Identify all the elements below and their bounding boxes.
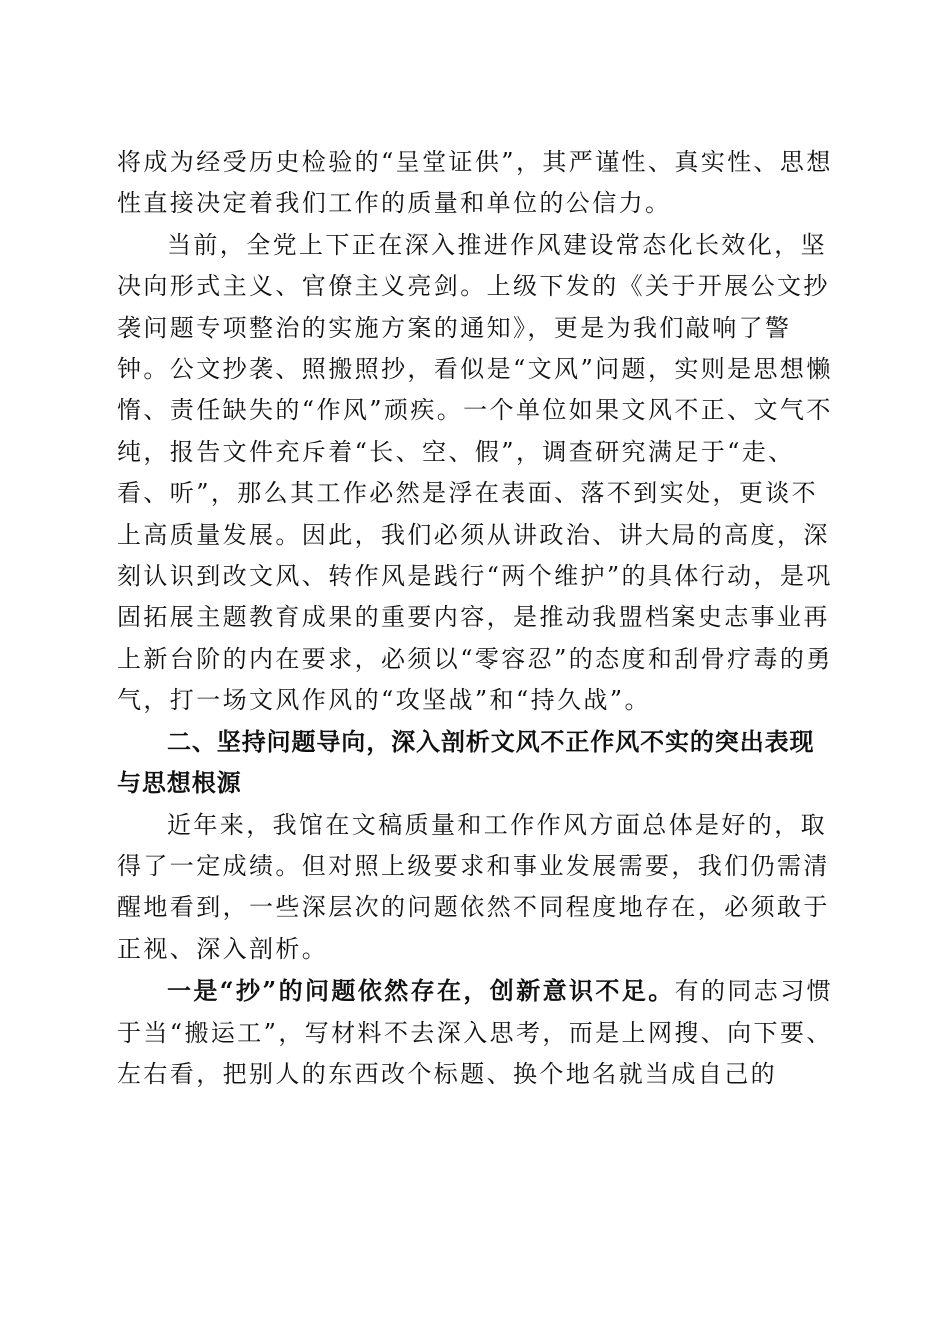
paragraph-body-text: 有的同志习惯于当“搬运工”，写材料不去深入思考，而是上网搜、向下要、左右看，把别人的东西改个标题、换个地名就当成自己的 <box>117 977 834 1088</box>
paragraph-continuation: 将成为经受历史检验的“呈堂证供”，其严谨性、真实性、思想性直接决定着我们工作的质量和单位的公信力。 <box>117 148 833 218</box>
section-heading-2: 二、坚持问题导向，深入剖析文风不正作风不实的突出表现与思想根源 <box>117 727 815 798</box>
paragraph-first-issue <box>117 970 837 1095</box>
document-body <box>117 142 837 1095</box>
paragraph-current-situation: 当前，全党上下正在深入推进作风建设常态化长效化，坚决向形式主义、官僚主义亮剑。上级下发的《关于开展公文抄袭问题专项整治的实施方案的通知》，更是为我们敲响了警钟。公文抄袭、照搬照抄，看似是“文风”问题，实则是思想懒惰、责任缺失的“作风”顽疾。一个单位如果文风不正、文气不纯，报告文件充斥着“长、空、假”，调查研究满足于“走、看、听”，那么其工作必然是浮在表面、落不到实处，更谈不上高质量发展。因此，我们必须从讲政治、讲大局的高度，深刻认识到改文风、转作风是践行“两个维护”的具体行动，是巩固拓展主题教育成果的重要内容，是推动我盟档案史志事业再上新台阶的内在要求，必须以“零容忍”的态度和刮骨疗毒的勇气，打一场文风作风的“攻坚战”和“持久战”。 <box>117 230 833 715</box>
paragraph-lead-sentence: 一是“抄”的问题依然存在，创新意识不足。 <box>167 976 675 1006</box>
paragraph-recent-years: 近年来，我馆在文稿质量和工作作风方面总体是好的，取得了一定成绩。但对照上级要求和事业发展需要，我们仍需清醒地看到，一些深层次的问题依然不同程度地存在，必须敢于正视、深入剖析。 <box>117 810 830 963</box>
